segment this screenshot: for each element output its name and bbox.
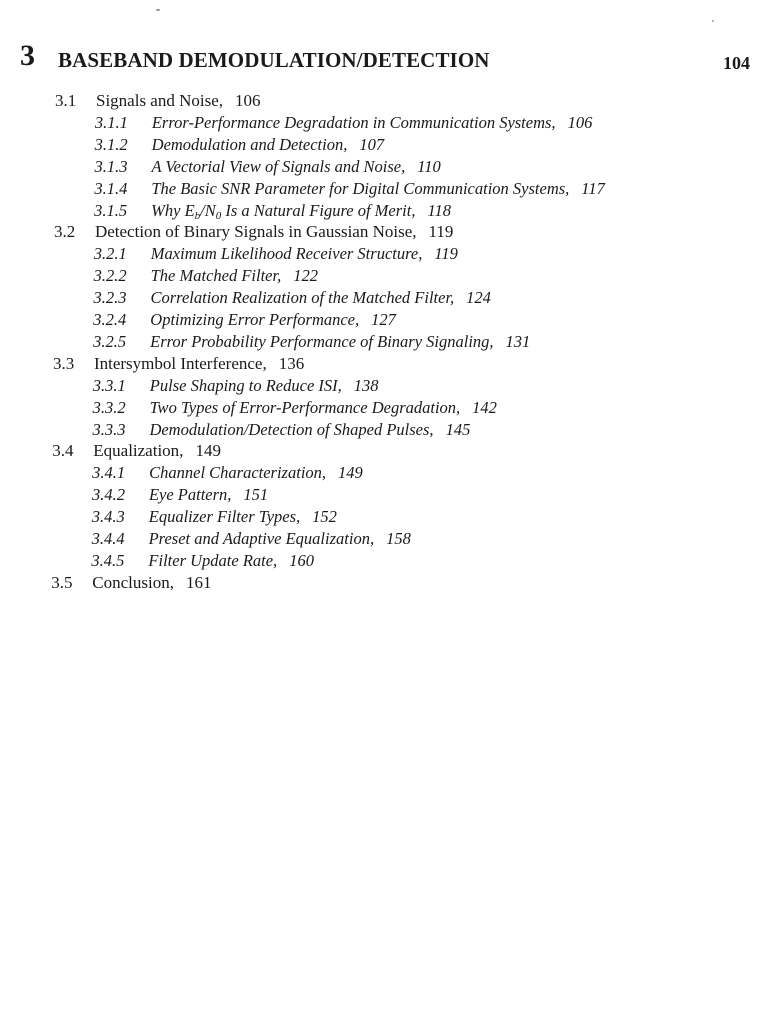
toc-subsection-3-2-1 <box>94 243 458 265</box>
subsection-page-number: 151 <box>243 485 269 505</box>
subsection-number: 3.2.3 <box>93 288 127 308</box>
toc-section-3-1 <box>55 90 261 112</box>
chapter-page-number: 104 <box>723 53 750 73</box>
subsection-page-number: 117 <box>581 178 605 198</box>
subsection-number: 3.2.4 <box>93 310 127 329</box>
section-number: 3.4 <box>52 441 74 461</box>
subsection-title-part: 0 <box>215 209 222 222</box>
subsection-page-number: 152 <box>312 507 337 527</box>
toc-section-3-5 <box>51 572 211 594</box>
subsection-number: 3.4.4 <box>91 529 125 548</box>
subsection-number: 3.4.5 <box>91 550 125 570</box>
section-title: Conclusion, <box>92 572 174 592</box>
subsection-page-number: 158 <box>386 529 411 548</box>
toc-subsection-3-4-2 <box>92 484 268 506</box>
subsection-title: Demodulation/Detection of Shaped Pulses, <box>149 419 434 439</box>
subsection-title: A Vectorial View of Signals and Noise, <box>151 156 406 176</box>
subsection-title-part: b <box>194 209 201 222</box>
toc-subsection-3-3-1 <box>93 375 379 397</box>
subsection-page-number: 124 <box>466 288 491 308</box>
subsection-title: Error Probability Performance of Binary Signaling, <box>150 331 494 351</box>
subsection-title: Maximum Likelihood Receiver Structure, <box>150 244 423 264</box>
toc-subsection-3-1-3 <box>94 156 440 178</box>
section-page-number: 119 <box>428 222 454 242</box>
toc-subsection-3-4-3 <box>92 506 337 528</box>
section-number: 3.1 <box>55 91 77 110</box>
section-title: Signals and Noise, <box>96 91 224 110</box>
subsection-page-number: 142 <box>472 397 497 417</box>
toc-subsection-3-4-4 <box>92 528 411 550</box>
subsection-number: 3.4.1 <box>92 463 126 483</box>
subsection-title: Filter Update Rate, <box>148 550 278 570</box>
subsection-title: Correlation Realization of the Matched Filter, <box>150 288 455 308</box>
subsection-page-number: 110 <box>417 156 441 176</box>
subsection-page-number: 138 <box>353 375 379 395</box>
toc-subsection-3-1-5 <box>94 200 451 222</box>
subsection-title-part: /N <box>200 200 216 220</box>
toc-subsection-3-2-3 <box>93 287 490 309</box>
subsection-title <box>151 201 415 220</box>
section-page-number: 106 <box>235 91 261 110</box>
subsection-number: 3.4.2 <box>91 485 125 505</box>
section-title: Equalization, <box>93 441 184 461</box>
subsection-number: 3.3.2 <box>92 397 126 417</box>
subsection-title: Demodulation and Detection, <box>151 134 348 154</box>
subsection-page-number: 122 <box>293 266 318 286</box>
toc-subsection-3-1-1 <box>95 112 592 134</box>
subsection-title: Channel Characterization, <box>149 463 327 483</box>
subsection-number: 3.2.2 <box>93 266 127 286</box>
scan-speck <box>712 20 714 22</box>
chapter-heading <box>20 40 750 74</box>
subsection-page-number: 145 <box>445 419 471 439</box>
subsection-title-part: Is a Natural Figure of Merit, <box>221 200 416 220</box>
subsection-number: 3.1.3 <box>94 156 128 176</box>
subsection-number: 3.2.5 <box>93 331 127 351</box>
subsection-title-part: Why E <box>151 200 195 220</box>
toc-subsection-3-2-2 <box>94 265 318 287</box>
section-page-number: 149 <box>195 441 221 461</box>
section-page-number: 136 <box>278 353 305 373</box>
subsection-title: The Basic SNR Parameter for Digital Communication Systems, <box>151 178 570 198</box>
toc-subsection-3-4-1 <box>92 462 363 484</box>
subsection-title: Two Types of Error-Performance Degradation, <box>149 397 461 417</box>
subsection-page-number: 160 <box>289 550 314 570</box>
section-number: 3.3 <box>52 353 75 373</box>
toc-subsection-3-1-4 <box>94 178 605 200</box>
chapter-title: BASEBAND DEMODULATION/DETECTION <box>58 48 490 72</box>
subsection-page-number: 127 <box>371 310 396 329</box>
subsection-number: 3.4.3 <box>91 507 125 527</box>
toc-subsection-3-1-2 <box>95 134 384 156</box>
toc-section-3-3 <box>53 353 304 375</box>
section-number: 3.5 <box>51 572 73 592</box>
subsection-number: 3.3.3 <box>92 419 126 439</box>
subsection-page-number: 106 <box>567 112 593 132</box>
subsection-title: The Matched Filter, <box>150 266 282 286</box>
subsection-title: Eye Pattern, <box>148 485 232 505</box>
toc-section-3-4 <box>52 440 221 462</box>
subsection-title: Preset and Adaptive Equalization, <box>148 529 375 548</box>
toc-subsection-3-4-5 <box>91 550 314 572</box>
subsection-title: Equalizer Filter Types, <box>148 507 301 527</box>
subsection-number: 3.1.5 <box>94 200 128 220</box>
section-title: Detection of Binary Signals in Gaussian Noise, <box>94 222 417 242</box>
subsection-number: 3.1.4 <box>94 178 128 198</box>
subsection-page-number: 118 <box>427 200 451 220</box>
subsection-page-number: 119 <box>434 244 458 264</box>
toc-subsection-3-2-4 <box>93 309 396 331</box>
toc-subsection-3-2-5 <box>93 331 530 353</box>
subsection-page-number: 107 <box>359 134 385 154</box>
subsection-number: 3.3.1 <box>92 375 126 395</box>
subsection-page-number: 131 <box>505 331 531 351</box>
chapter-number: 3 <box>20 39 35 72</box>
subsection-number: 3.1.1 <box>94 112 128 132</box>
toc-section-3-2 <box>54 221 453 243</box>
section-page-number: 161 <box>185 572 212 592</box>
section-title: Intersymbol Interference, <box>93 353 267 373</box>
scan-speck <box>156 9 160 11</box>
subsection-number: 3.2.1 <box>93 244 127 264</box>
toc-subsection-3-3-3 <box>92 419 470 441</box>
toc-subsection-3-3-2 <box>93 397 497 419</box>
subsection-title: Error-Performance Degradation in Communication Systems, <box>151 112 556 132</box>
section-number: 3.2 <box>53 222 76 242</box>
subsection-title: Pulse Shaping to Reduce ISI, <box>149 375 342 395</box>
subsection-title: Optimizing Error Performance, <box>150 310 360 329</box>
subsection-number: 3.1.2 <box>94 134 128 154</box>
subsection-page-number: 149 <box>338 463 363 483</box>
